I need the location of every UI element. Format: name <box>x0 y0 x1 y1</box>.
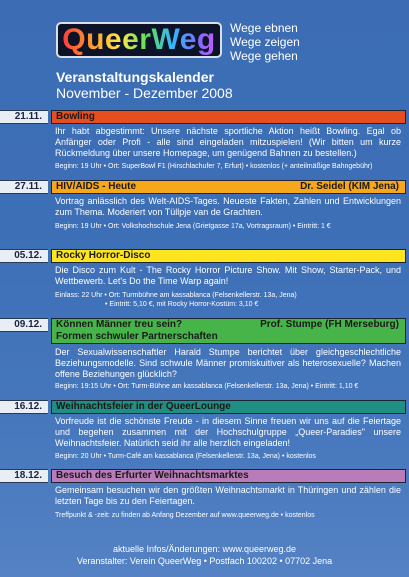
page-title: Veranstaltungskalender <box>56 69 214 85</box>
event-description: Vorfreude ist die schönste Freude - in diesem Sinne freuen wir uns auf die Feiertage und begehen zusammen mit der Hochschulgruppe „Queer-Paradies" unsere Weihnachtsfeier. Natürlich seid ihr alle herzlich eingeladen! <box>55 416 401 448</box>
event-description: Ihr habt abgestimmt: Unsere nächste sportliche Aktion heißt Bowling. Egal ob Anfänger oder Profi - alle sind eingeladen mitzuspielen! (Wir bitten um kurze Rückmeldung über unsere Homepage, um genügend Bahnen zu bestellen.) <box>55 126 401 158</box>
event-speaker: Prof. Stumpe (FH Merseburg) <box>260 319 399 330</box>
event-maenner-treu <box>0 318 409 390</box>
event-title <box>51 110 406 124</box>
event-meta: Treffpunkt & -zeit: zu finden ab Anfang Dezember auf www.queerweg.de • kostenlos <box>55 512 315 519</box>
event-date: 18.12. <box>0 469 48 483</box>
event-title-text: HIV/AIDS - Heute <box>56 181 137 192</box>
event-title-text: Weihnachtsfeier in der QueerLounge <box>56 401 231 412</box>
event-rocky-horror <box>0 249 409 308</box>
event-meta: Beginn: 19 Uhr • Ort: Volkshochschule Jena (Grietgasse 17a, Vortragsraum) • Eintritt: 1 € <box>55 223 331 230</box>
slogan-line-3: Wege gehen <box>230 49 298 63</box>
queerweg-logo <box>56 22 222 58</box>
event-title <box>51 318 406 344</box>
event-title-text: Besuch des Erfurter Weihnachtsmarktes <box>56 470 249 481</box>
event-title-text: Bowling <box>56 111 95 122</box>
event-title-text: Rocky Horror-Disco <box>56 250 151 261</box>
event-description: Die Disco zum Kult - The Rocky Horror Picture Show. Mit Show, Starter-Pack, und Wettbewerb. Let's Do the Time Warp again! <box>55 265 401 286</box>
event-speaker: Dr. Seidel (KIM Jena) <box>300 181 399 192</box>
event-title <box>51 249 406 263</box>
event-meta: Beginn: 19:15 Uhr • Ort: Turm-Bühne am kassablanca (Felsenkellerstr. 13a, Jena) • Eintritt: 1,10 € <box>55 383 359 390</box>
event-weihnachtsfeier <box>0 400 409 460</box>
page-subtitle: November - Dezember 2008 <box>56 85 233 101</box>
footer-info-line: aktuelle Infos/Änderungen: www.queerweg.de <box>112 544 297 554</box>
event-title <box>51 180 406 194</box>
event-date: 27.11. <box>0 180 48 194</box>
event-hiv-aids <box>0 180 409 230</box>
slogan-line-2: Wege zeigen <box>230 35 300 49</box>
slogan-line-1: Wege ebnen <box>230 21 298 35</box>
event-description: Der Sexualwissenschaftler Harald Stumpe berichtet über gleichgeschlechtliche Beziehungsmodelle. Sind schwule Männer promiskuitiver als heterosexuelle? Machen offene Beziehungen glücklich? <box>55 347 401 379</box>
event-date: 16.12. <box>0 400 48 414</box>
event-date: 05.12. <box>0 249 48 263</box>
event-title-text: Können Männer treu sein? <box>56 319 183 330</box>
event-title-line-2: Formen schwuler Partnerschaften <box>56 331 218 342</box>
event-meta: Beginn: 20 Uhr • Turm-Café am kassablanca (Felsenkellerstr. 13a, Jena) • kostenlos <box>55 453 316 460</box>
event-description: Gemeinsam besuchen wir den größten Weihnachtsmarkt in Thüringen und zählen die letzten Tage bis zu den Feiertagen. <box>55 485 401 506</box>
event-date: 21.11. <box>0 110 48 124</box>
event-bowling <box>0 110 409 170</box>
event-meta: Beginn: 19 Uhr • Ort: SuperBowl F1 (Hirschlachufer 7, Erfurt) • kostenlos (+ anteilmäßige Bahngebühr) <box>55 163 373 170</box>
event-weihnachtsmarkt <box>0 469 409 519</box>
event-description: Vortrag anlässlich des Welt-AIDS-Tages. Neueste Fakten, Zahlen und Entwicklungen zum Thema. Moderiert von Tüllpje van de Grachten. <box>55 196 401 217</box>
logo-text: QueerWeg <box>62 23 216 56</box>
footer-organizer-line: Veranstalter: Verein QueerWeg • Postfach 100202 • 07702 Jena <box>76 556 333 566</box>
event-title <box>51 469 406 483</box>
event-date: 09.12. <box>0 318 48 332</box>
event-meta: Einlass: 22 Uhr • Ort: Turmbühne am kassablanca (Felsenkellerstr. 13a, Jena) <box>55 292 297 299</box>
event-meta-2: • Eintritt: 5,10 €, mit Rocky Horror-Kostüm: 3,10 € <box>105 301 259 308</box>
event-title <box>51 400 406 414</box>
